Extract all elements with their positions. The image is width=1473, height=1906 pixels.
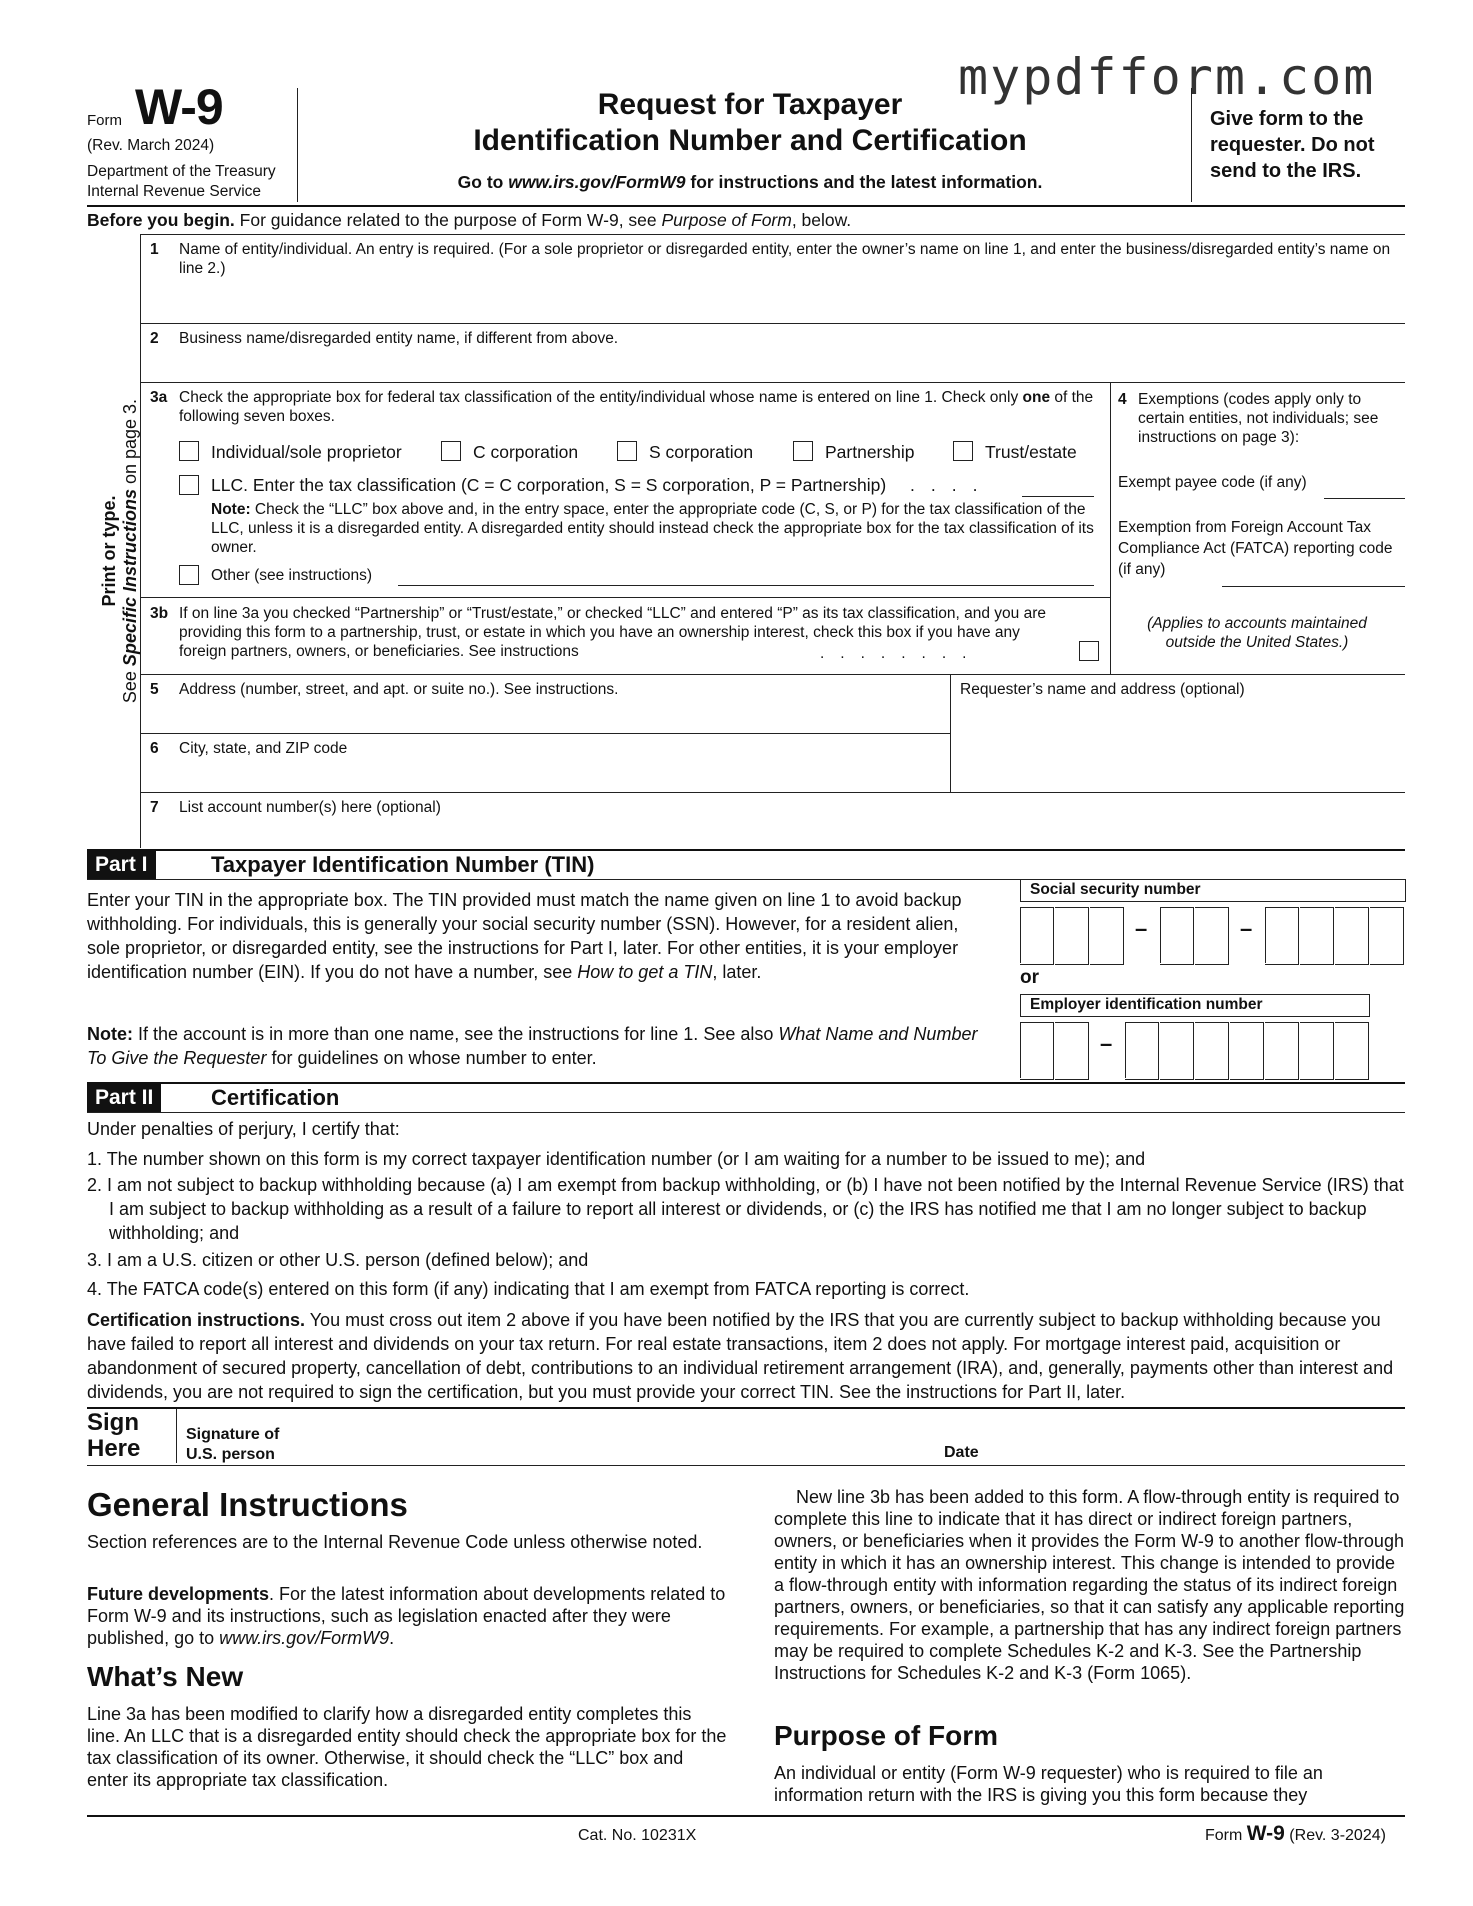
line3b-checkbox[interactable] (1079, 641, 1099, 661)
ssn-digit[interactable] (1055, 907, 1089, 965)
requester-label: Requester’s name and address (optional) (960, 681, 1245, 698)
ssn-digit[interactable] (1160, 907, 1194, 965)
page-title-line1: Request for Taxpayer (597, 88, 903, 121)
line6-label: City, state, and ZIP code (179, 740, 348, 757)
individual-label: Individual/sole proprietor (211, 442, 402, 462)
line3a-label: Check the appropriate box for federal tax classification of the entity/individual whose name is entered on line 1. Check only one of the following seven boxes. (179, 389, 1094, 425)
llc-label: LLC. Enter the tax classification (C = C corporation, S = S corporation, P = Partnership) (211, 475, 887, 495)
partnership-label: Partnership (825, 442, 915, 462)
irs: Internal Revenue Service (87, 183, 262, 200)
ein-digit[interactable] (1230, 1022, 1264, 1080)
line1-name-field[interactable] (141, 280, 1405, 320)
whats-new-text: Line 3a has been modified to clarify how a disregarded entity completes this line. An LLC that is a disregarded entity should check the appropriate box for the tax classification of its owner. Otherwise, it should check the “LLC” box and enter its appropriate tax classification. (87, 1704, 727, 1790)
purpose-text: An individual or entity (Form W-9 requester) who is required to file an information return with the IRS is giving you this form because they (774, 1763, 1323, 1805)
ein-digit[interactable] (1020, 1022, 1054, 1080)
general-instructions-heading: General Instructions (87, 1486, 408, 1523)
gi-section-refs: Section references are to the Internal Revenue Code unless otherwise noted. (87, 1532, 703, 1552)
form-name: W-9 (135, 79, 223, 135)
part1-note: Note: If the account is in more than one name, see the instructions for line 1. See also What Name and Number To Give the Requester for guidelines on whose number to enter. (87, 1024, 978, 1068)
line3b-new-text: New line 3b has been added to this form. A flow-through entity is required to complete this line to indicate that it has direct or indirect foreign partners, owners, or beneficiaries when it provides the Form W-9 to another flow-through entity in which it has an ownership interest. This change is intended to provide a flow-through entity with information regarding the status of its indirect foreign partners, owners, or beneficiaries, so that it can satisfy any applicable reporting requirements. For example, a partnership that has any indirect foreign partners may be required to complete Schedules K-2 and K-3. See the Partnership Instructions for Schedules K-2 and K-3 (Form 1065). (774, 1487, 1405, 1683)
cert-item-2: 2. I am not subject to backup withholding because (a) I am exempt from backup withholding, or (b) I have not been notified by the Internal Revenue Service (IRS) that I am subject to backup withholding as a result of a failure to report all interest or dividends, or (c) the IRS has notified me that I am no longer subject to backup withholding; and (87, 1175, 1404, 1243)
c-corp-label: C corporation (473, 442, 579, 462)
ein-digit[interactable] (1195, 1022, 1229, 1080)
cert-item-4: 4. The FATCA code(s) entered on this form (if any) indicating that I am exempt from FATCA reporting is correct. (87, 1279, 970, 1299)
before-you-begin: Before you begin. For guidance related to the purpose of Form W-9, see Purpose of Form, below. (87, 210, 852, 230)
whats-new-heading: What’s New (87, 1661, 244, 1692)
llc-checkbox[interactable] (179, 475, 199, 495)
other-checkbox[interactable] (179, 565, 199, 585)
individual-checkbox[interactable] (179, 441, 199, 461)
department: Department of the Treasury (87, 163, 276, 180)
ein-label: Employer identification number (1030, 996, 1263, 1013)
ssn-digit[interactable] (1265, 907, 1299, 965)
footer-form-id: Form W-9 (Rev. 3-2024) (1205, 1822, 1386, 1845)
address-field[interactable] (141, 702, 949, 732)
or-label: or (1020, 967, 1039, 988)
exempt-payee-field[interactable] (1324, 478, 1405, 499)
exempt-payee-label: Exempt payee code (if any) (1118, 474, 1307, 491)
ein-digit[interactable] (1265, 1022, 1299, 1080)
ssn-digit[interactable] (1020, 907, 1054, 965)
date-label: Date (944, 1444, 979, 1461)
line7-label: List account number(s) here (optional) (179, 799, 441, 816)
ssn-digit[interactable] (1370, 907, 1404, 965)
llc-leader-dots: .... (910, 475, 994, 495)
ssn-digit[interactable] (1195, 907, 1229, 965)
goto-instructions: Go to www.irs.gov/FormW9 for instructions and the latest information. (457, 172, 1043, 192)
llc-classification-field[interactable] (1022, 476, 1094, 497)
signature-field[interactable] (300, 1414, 930, 1458)
ein-label-box (1020, 994, 1370, 1017)
partnership-checkbox[interactable] (793, 441, 813, 461)
other-label: Other (see instructions) (211, 567, 373, 584)
c-corp-checkbox[interactable] (441, 441, 461, 461)
form-word: Form (87, 112, 122, 129)
irs-link[interactable]: www.irs.gov/FormW9 (508, 172, 686, 192)
side-label: Print or type. See Specific Instructions on page 3. (99, 398, 140, 704)
ssn-label-box (1020, 879, 1406, 902)
ein-digit[interactable] (1160, 1022, 1194, 1080)
cert-instructions: Certification instructions. You must cross out item 2 above if you have been notified by the IRS that you are currently subject to backup withholding because you have failed to report all interest and dividends on your tax return. For real estate transactions, item 2 does not apply. For mortgage interest paid, acquisition or abandonment of secured property, cancellation of debt, contributions to an individual retirement arrangement (IRA), and, generally, payments other than interest and dividends, you are not required to sign the certification, but you must provide your correct TIN. See the instructions for Part II, later. (87, 1310, 1394, 1402)
ein-digit[interactable] (1055, 1022, 1089, 1080)
line5-label: Address (number, street, and apt. or suite no.). See instructions. (179, 681, 619, 698)
exemptions-label: Exemptions (codes apply only to certain entities, not individuals; see instructions on page 3): (1138, 391, 1379, 446)
line2-label: Business name/disregarded entity name, if different from above. (179, 330, 619, 347)
s-corp-label: S corporation (649, 442, 754, 462)
s-corp-checkbox[interactable] (617, 441, 637, 461)
line1-label: Name of entity/individual. An entry is required. (For a sole proprietor or disregarded entity, enter the owner’s name on line 1, and enter the business/disregarded entity’s name on line 2.) (179, 241, 1391, 277)
date-field[interactable] (990, 1414, 1404, 1458)
ssn-digit[interactable] (1335, 907, 1369, 965)
ssn-digit[interactable] (1090, 907, 1124, 965)
trust-checkbox[interactable] (953, 441, 973, 461)
ein-dash: – (1100, 1031, 1113, 1056)
ein-digit[interactable] (1125, 1022, 1159, 1080)
purpose-heading: Purpose of Form (774, 1720, 999, 1751)
signature-label: Signature of U.S. person (186, 1426, 280, 1463)
ssn-dash: – (1240, 916, 1253, 941)
part1-label: Part I (87, 851, 156, 879)
cert-item-3: 3. I am a U.S. citizen or other U.S. person (defined below); and (87, 1250, 589, 1270)
part2-title: Certification (211, 1085, 340, 1110)
ein-digit[interactable] (1335, 1022, 1369, 1080)
fatca-label: Exemption from Foreign Account Tax Compliance Act (FATCA) reporting code (if any) (1118, 519, 1393, 578)
other-field[interactable] (398, 565, 1094, 586)
watermark: mypdfform.com (958, 48, 1376, 106)
ssn-dash: – (1135, 916, 1148, 941)
requester-field[interactable] (951, 702, 1405, 790)
line3b-label: If on line 3a you checked “Partnership” or “Trust/estate,” or checked “LLC” and entered “P” as its tax classification, and you are providing this form to a partnership, trust, or estate in which you have an ownership interest, check this box if you have any foreign partners, owners, or beneficiaries. See instructions (179, 605, 1046, 660)
gi-future-developments: Future developments. For the latest information about developments related to Form W-9 and its instructions, such as legislation enacted after they were published, go to www.irs.gov/FormW9. (87, 1584, 726, 1648)
line2-business-field[interactable] (141, 352, 1405, 380)
revision: (Rev. March 2024) (87, 137, 215, 154)
ein-digit[interactable] (1300, 1022, 1334, 1080)
llc-note: Note: Check the “LLC” box above and, in the entry space, enter the appropriate code (C, S, or P) for the tax classification of the LLC, unless it is a disregarded entity. A disregarded entity should instead check the appropriate box for the tax classification of its owner. (211, 501, 1094, 556)
part1-title: Taxpayer Identification Number (TIN) (211, 852, 595, 877)
fatca-code-field[interactable] (1222, 566, 1405, 587)
page-title-line2: Identification Number and Certification (473, 124, 1027, 157)
part1-body: Enter your TIN in the appropriate box. The TIN provided must match the name given on line 1 to avoid backup withholding. For individuals, this is generally your social security number (SSN). However, for a resident alien, sole proprietor, or disregarded entity, see the instructions for Part I, later. For other entities, it is your employer identification number (EIN). If you do not have a number, see How to get a TIN, later. (87, 890, 962, 982)
catalog-number: Cat. No. 10231X (578, 1827, 697, 1844)
account-numbers-field[interactable] (141, 818, 1405, 846)
irs-link[interactable]: www.irs.gov/FormW9 (219, 1628, 390, 1648)
part2-label: Part II (87, 1084, 161, 1112)
ssn-digit[interactable] (1300, 907, 1334, 965)
sign-here-label: Sign Here (87, 1409, 141, 1462)
give-form-note: Give form to the requester. Do not send to the IRS. (1210, 108, 1375, 182)
certify-intro: Under penalties of perjury, I certify that: (87, 1119, 400, 1139)
fatca-applies-note: (Applies to accounts maintained outside the United States.) (1147, 615, 1367, 651)
ssn-label: Social security number (1030, 881, 1201, 898)
city-field[interactable] (141, 760, 949, 790)
trust-label: Trust/estate (985, 442, 1077, 462)
cert-item-1: 1. The number shown on this form is my correct taxpayer identification number (or I am waiting for a number to be issued to me); and (87, 1149, 1146, 1169)
